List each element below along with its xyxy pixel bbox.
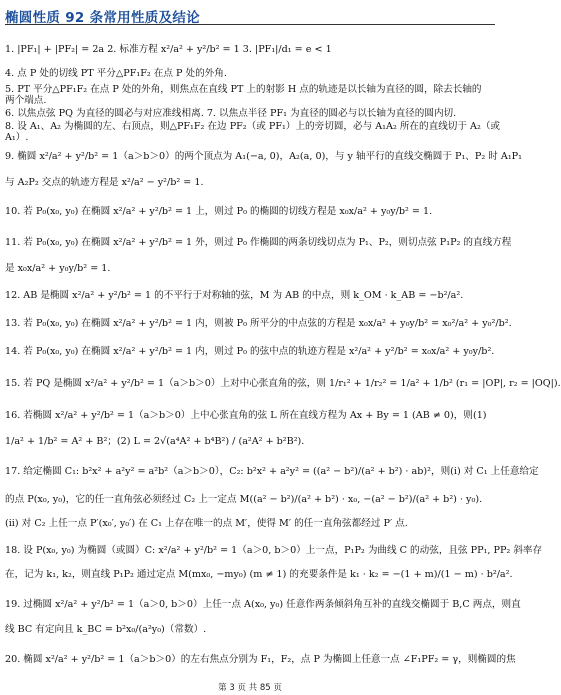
item-18-line2: 在，记为 k₁, k₂，则直线 P₁P₂ 通过定点 M(mx₀, −my₀) (m ≠ 1) 的充要条件是 k₁ · k₂ = −(1 + m)/(1 − m) · b²/a². xyxy=(5,569,513,580)
item-5-line2: 两个端点. xyxy=(5,95,47,106)
item-11-line1: 11. 若 P₀(x₀, y₀) 在椭圆 x²/a² + y²/b² = 1 外，则过 P₀ 作椭圆的两条切线切点为 P₁、P₂，则切点弦 P₁P₂ 的直线方程 xyxy=(5,237,512,248)
item-5-line1: 5. PT 平分△PF₁F₂ 在点 P 处的外角，则焦点在直线 PT 上的射影 H 点的轨迹是以长轴为直径的圆，除去长轴的 xyxy=(5,84,482,95)
item-19-line2: 线 BC 有定向且 k_BC = b²x₀/(a²y₀)（常数）. xyxy=(5,624,207,635)
item-17-line3: (ii) 对 C₂ 上任一点 P′(x₀′, y₀′) 在 C₁ 上存在唯一的点 M′，使得 M′ 的任一直角弦都经过 P′ 点. xyxy=(5,518,408,529)
item-11-line2: 是 x₀x/a² + y₀y/b² = 1. xyxy=(5,263,111,274)
item-14: 14. 若 P₀(x₀, y₀) 在椭圆 x²/a² + y²/b² = 1 内，则过 P₀ 的弦中点的轨迹方程是 x²/a² + y²/b² = x₀x/a² + y₀y/b². xyxy=(5,346,495,357)
item-20-line1: 20. 椭圆 x²/a² + y²/b² = 1（a＞b＞0）的左右焦点分别为 F₁，F₂，点 P 为椭圆上任意一点 ∠F₁PF₂ = γ，则椭圆的焦 xyxy=(5,654,516,665)
item-16-line1: 16. 若椭圆 x²/a² + y²/b² = 1（a＞b＞0）上中心张直角的弦 L 所在直线方程为 Ax + By = 1 (AB ≠ 0)，则(1) xyxy=(5,410,487,421)
item-16-line2: 1/a² + 1/b² = A² + B²；(2) L = 2√(a⁴A² + b⁴B²) / (a²A² + b²B²). xyxy=(5,436,305,447)
item-19-line1: 19. 过椭圆 x²/a² + y²/b² = 1（a＞0, b＞0）上任一点 A(x₀, y₀) 任意作两条倾斜角互补的直线交椭圆于 B,C 两点，则直 xyxy=(5,599,521,610)
item-13: 13. 若 P₀(x₀, y₀) 在椭圆 x²/a² + y²/b² = 1 内，则被 P₀ 所平分的中点弦的方程是 x₀x/a² + y₀y/b² = x₀²/a² + y₀²/b². xyxy=(5,318,512,329)
item-8-line2: A₁）. xyxy=(5,132,29,143)
item-17-line1: 17. 给定椭圆 C₁: b²x² + a²y² = a²b²（a＞b＞0），C₂: b²x² + a²y² = ((a² − b²)/(a² + b²) · ab)²，则(i) 对 C₁ 上任意给定 xyxy=(5,466,539,477)
item-17-line2: 的点 P(x₀, y₀)，它的任一直角弦必须经过 C₂ 上一定点 M((a² − b²)/(a² + b²) · x₀, −(a² − b²)/(a² + b²) · y₀). xyxy=(5,494,483,505)
title-underline xyxy=(5,24,495,25)
item-6-7: 6. 以焦点弦 PQ 为直径的圆必与对应准线相离. 7. 以焦点半径 PF₁ 为直径的圆必与以长轴为直径的圆内切. xyxy=(5,108,457,119)
item-4: 4. 点 P 处的切线 PT 平分△PF₁F₂ 在点 P 处的外角. xyxy=(5,68,227,79)
item-12: 12. AB 是椭圆 x²/a² + y²/b² = 1 的不平行于对称轴的弦，M 为 AB 的中点，则 k_OM · k_AB = −b²/a². xyxy=(5,290,464,301)
item-1-3: 1. |PF₁| + |PF₂| = 2a 2. 标准方程 x²/a² + y²/b² = 1 3. |PF₁|/d₁ = e < 1 xyxy=(5,44,332,55)
item-15: 15. 若 PQ 是椭圆 x²/a² + y²/b² = 1（a＞b＞0）上对中心张直角的弦，则 1/r₁² + 1/r₂² = 1/a² + 1/b² (r₁ = |OP|, r₂ = |OQ|). xyxy=(5,378,561,389)
item-9-line1: 9. 椭圆 x²/a² + y²/b² = 1（a＞b＞0）的两个顶点为 A₁(−a, 0)，A₂(a, 0)，与 y 轴平行的直线交椭圆于 P₁、P₂ 时 A₁P₁ xyxy=(5,151,522,162)
item-18-line1: 18. 设 P(x₀, y₀) 为椭圆（或圆）C: x²/a² + y²/b² = 1（a＞0, b＞0）上一点，P₁P₂ 为曲线 C 的动弦，且弦 PP₁, PP₂ 斜率存 xyxy=(5,545,543,556)
item-8-line1: 8. 设 A₁、A₂ 为椭圆的左、右顶点，则△PF₁F₂ 在边 PF₂（或 PF₁）上的旁切圆，必与 A₁A₂ 所在的直线切于 A₂（或 xyxy=(5,121,501,132)
page-title: 椭圆性质 92 条常用性质及结论 xyxy=(5,10,200,26)
item-10: 10. 若 P₀(x₀, y₀) 在椭圆 x²/a² + y²/b² = 1 上，则过 P₀ 的椭圆的切线方程是 x₀x/a² + y₀y/b² = 1. xyxy=(5,206,433,217)
item-9-line2: 与 A₂P₂ 交点的轨迹方程是 x²/a² − y²/b² = 1. xyxy=(5,177,204,188)
page-footer: 第 3 页 共 85 页 xyxy=(218,683,282,693)
